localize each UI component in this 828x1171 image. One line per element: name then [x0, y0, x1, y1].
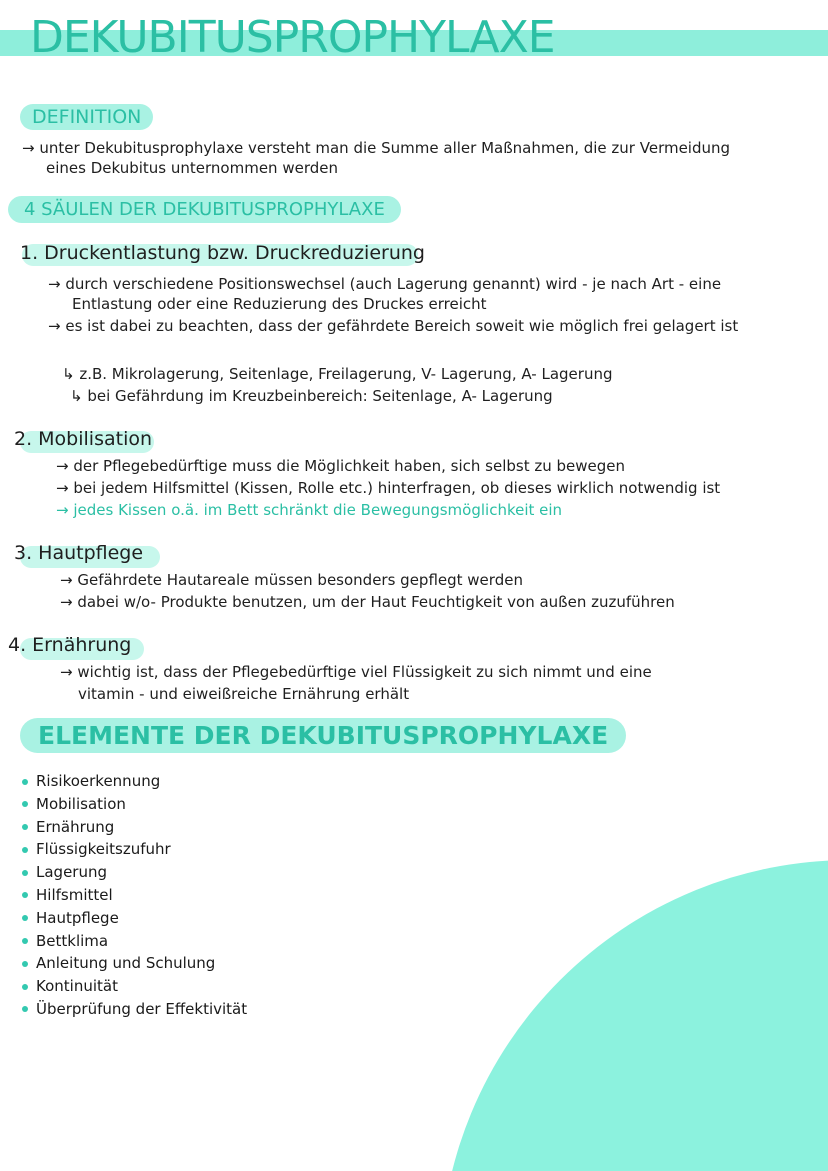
bullet-icon [22, 961, 28, 967]
list-item: Hilfsmittel [22, 884, 247, 907]
definition-heading: DEFINITION [20, 104, 153, 130]
saeule-3-line-1: → Gefährdete Hautareale müssen besonders gepflegt werden [60, 571, 523, 589]
list-item: Lagerung [22, 861, 247, 884]
bullet-icon [22, 801, 28, 807]
bullet-icon [22, 1006, 28, 1012]
list-item: Mobilisation [22, 793, 247, 816]
list-item: Ernährung [22, 816, 247, 839]
saeule-2-line-1: → der Pflegebedürftige muss die Möglichkeit haben, sich selbst zu bewegen [56, 457, 625, 475]
bullet-icon [22, 984, 28, 990]
saeule-3-line-2: → dabei w/o- Produkte benutzen, um der Haut Feuchtigkeit von außen zuzuführen [60, 593, 675, 611]
list-item: Risikoerkennung [22, 770, 247, 793]
saeule-1-line-2: Entlastung oder eine Reduzierung des Druckes erreicht [72, 295, 487, 313]
saeule-2-teal-line: → jedes Kissen o.ä. im Bett schränkt die Bewegungsmöglichkeit ein [56, 501, 563, 519]
bullet-icon [22, 892, 28, 898]
list-item: Kontinuität [22, 975, 247, 998]
saeule-1-sub-2: ↳ bei Gefährdung im Kreuzbeinbereich: Seitenlage, A- Lagerung [70, 387, 553, 405]
list-item: Anleitung und Schulung [22, 952, 247, 975]
list-item: Hautpflege [22, 907, 247, 930]
definition-line-1: → unter Dekubitusprophylaxe versteht man die Summe aller Maßnahmen, die zur Vermeidung [22, 139, 731, 157]
saeule-4-heading: 4. Ernährung [8, 634, 132, 656]
page-title: DEKUBITUSPROPHYLAXE [30, 12, 555, 63]
bullet-icon [22, 870, 28, 876]
saeule-4-line-1: → wichtig ist, dass der Pflegebedürftige viel Flüssigkeit zu sich nimmt und eine [60, 663, 652, 681]
bullet-icon [22, 847, 28, 853]
bullet-icon [22, 938, 28, 944]
bullet-icon [22, 779, 28, 785]
saeule-2-line-2: → bei jedem Hilfsmittel (Kissen, Rolle etc.) hinterfragen, ob dieses wirklich notwendig ist [56, 479, 721, 497]
saeulen-heading: 4 SÄULEN DER DEKUBITUSPROPHYLAXE [8, 196, 401, 223]
definition-line-2: eines Dekubitus unternommen werden [46, 159, 338, 177]
bullet-icon [22, 915, 28, 921]
bullet-icon [22, 824, 28, 830]
saeule-3-heading: 3. Hautpflege [14, 542, 144, 564]
elemente-heading: ELEMENTE DER DEKUBITUSPROPHYLAXE [20, 718, 626, 753]
decorative-corner-shape [440, 860, 828, 1171]
saeule-1-line-1: → durch verschiedene Positionswechsel (auch Lagerung genannt) wird - je nach Art - eine [48, 275, 722, 293]
saeule-1-sub-1: ↳ z.B. Mikrolagerung, Seitenlage, Freilagerung, V- Lagerung, A- Lagerung [62, 365, 613, 383]
saeule-1-heading: 1. Druckentlastung bzw. Druckreduzierung [20, 242, 425, 264]
list-item: Überprüfung der Effektivität [22, 998, 247, 1021]
list-item: Bettklima [22, 930, 247, 953]
list-item: Flüssigkeitszufuhr [22, 838, 247, 861]
saeule-4-line-2: vitamin - und eiweißreiche Ernährung erhält [78, 685, 410, 703]
elemente-list [22, 770, 247, 1021]
saeule-2-heading: 2. Mobilisation [14, 428, 153, 450]
saeule-1-line-3: → es ist dabei zu beachten, dass der gefährdete Bereich soweit wie möglich frei gelagert ist [48, 317, 739, 335]
